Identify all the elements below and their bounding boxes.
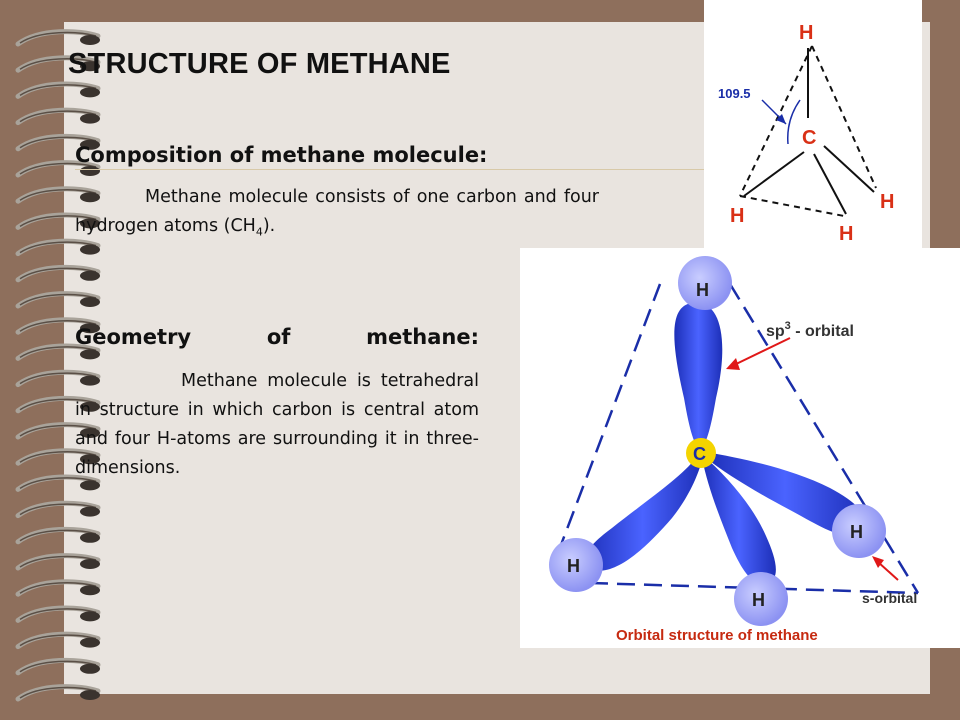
- label-c: C: [693, 444, 706, 464]
- s-orbital-arrow: [878, 562, 898, 580]
- spiral-binding: [0, 0, 120, 720]
- atom-h-bottom: H: [839, 223, 854, 245]
- tetrahedron-figure: [704, 0, 922, 248]
- spiral-ring: [18, 294, 100, 307]
- spiral-ring: [18, 267, 100, 280]
- sp3-orbital-label: $sp^3$ - orbital: [766, 320, 854, 340]
- label-h-bottom: H: [752, 590, 765, 610]
- figure-caption: Orbital structure of methane: [616, 627, 818, 644]
- sp3-arrow: [732, 338, 790, 366]
- spiral-ring: [18, 110, 100, 123]
- sp3-arrowhead: [726, 358, 740, 370]
- spiral-ring: [18, 687, 100, 700]
- atom-c: C: [802, 127, 817, 149]
- dashed-edge-bottom: [740, 196, 844, 216]
- atom-h-right: H: [880, 191, 895, 213]
- composition-text: Methane molecule consists of one carbon and four hydrogen atoms $(CH_4)$.: [75, 187, 599, 239]
- geometry-text: Methane molecule is tetrahedral in structure in which carbon is central atom and four H-atoms are surrounding it in three-dimensions.: [75, 371, 479, 478]
- spiral-ring: [18, 582, 100, 595]
- spiral-ring: [18, 634, 100, 647]
- label-h-right: H: [850, 522, 863, 542]
- geometry-heading: Geometry of methane:: [75, 325, 479, 349]
- orbital-figure: [520, 248, 960, 648]
- spiral-ring: [18, 32, 100, 45]
- spiral-ring: [18, 608, 100, 621]
- atom-h-left: H: [730, 205, 745, 227]
- spiral-ring: [18, 660, 100, 673]
- spiral-ring: [18, 84, 100, 97]
- composition-heading: Composition of methane molecule:: [75, 143, 488, 167]
- bond-left: [744, 152, 804, 196]
- sp3-lobe-top: [674, 303, 722, 452]
- slide-title: STRUCTURE OF METHANE: [68, 48, 451, 80]
- label-h-top: H: [696, 280, 709, 300]
- spiral-ring: [18, 503, 100, 516]
- atom-h-top: H: [799, 22, 814, 44]
- sp3-lobe-left: [583, 458, 702, 571]
- spiral-ring: [18, 556, 100, 569]
- label-h-left: H: [567, 556, 580, 576]
- heading-divider: [75, 169, 715, 170]
- spiral-ring: [18, 529, 100, 542]
- s-orbital-label: s-orbital: [862, 590, 918, 606]
- angle-label: 109.5: [718, 86, 751, 101]
- angle-arc: [788, 100, 800, 144]
